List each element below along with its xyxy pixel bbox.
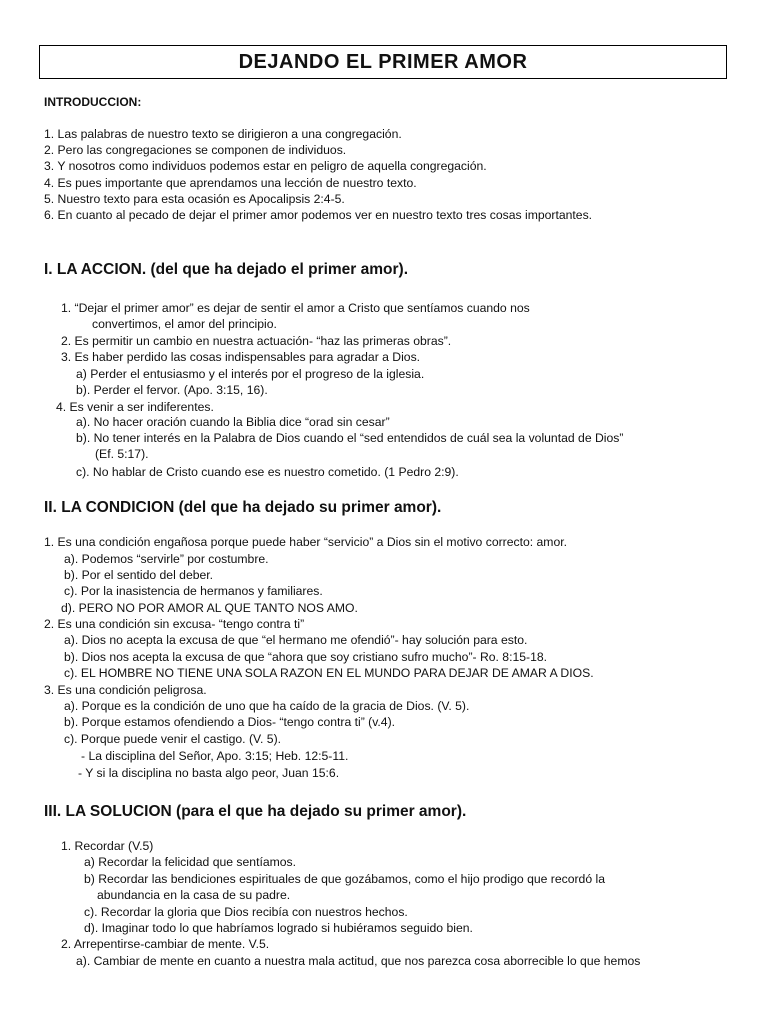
intro-item: 3. Y nosotros como individuos podemos estar en peligro de aquella congregación.: [44, 159, 487, 173]
section-line: 4. Es venir a ser indiferentes.: [56, 400, 214, 414]
intro-item: 6. En cuanto al pecado de dejar el primer amor podemos ver en nuestro texto tres cosas importantes.: [44, 208, 593, 222]
section-line: d). PERO NO POR AMOR AL QUE TANTO NOS AMO.: [61, 601, 358, 615]
intro-label: INTRODUCCION:: [44, 95, 142, 109]
section-line: - Y si la disciplina no basta algo peor, Juan 15:6.: [78, 766, 340, 780]
section-line: b). Por el sentido del deber.: [64, 568, 214, 582]
intro-item: 2. Pero las congregaciones se componen de individuos.: [44, 143, 347, 157]
section-line: convertimos, el amor del principio.: [92, 317, 277, 331]
section-line: a). No hacer oración cuando la Biblia dice “orad sin cesar”: [76, 415, 390, 429]
section-line: 2. Es una condición sin excusa- “tengo contra ti”: [44, 617, 305, 631]
section-line: a). Cambiar de mente en cuanto a nuestra mala actitud, que nos parezca cosa aborrecible lo que hemos: [76, 954, 641, 968]
section-heading-accion: I. LA ACCION. (del que ha dejado el primer amor).: [44, 261, 409, 278]
section-line: b). No tener interés en la Palabra de Dios cuando el “sed entendidos de cuál sea la voluntad de Dios”: [76, 431, 624, 445]
section-line: - La disciplina del Señor, Apo. 3:15; Heb. 12:5-11.: [81, 749, 349, 763]
section-line: b). Dios nos acepta la excusa de que “ahora que soy cristiano sufro mucho”- Ro. 8:15-18.: [64, 650, 548, 664]
section-line: 1. Recordar (V.5): [61, 839, 154, 853]
section-line: 3. Es haber perdido las cosas indispensables para agradar a Dios.: [61, 350, 421, 364]
section-line: b). Perder el fervor. (Apo. 3:15, 16).: [76, 383, 268, 397]
section-line: a) Perder el entusiasmo y el interés por el progreso de la iglesia.: [76, 367, 425, 381]
section-line: (Ef. 5:17).: [95, 447, 149, 461]
section-line: a). Porque es la condición de uno que ha caído de la gracia de Dios. (V. 5).: [64, 699, 470, 713]
section-line: 1. Es una condición engañosa porque puede haber “servicio” a Dios sin el motivo correcto: amor.: [44, 535, 567, 549]
section-line: abundancia en la casa de su padre.: [97, 888, 291, 902]
section-line: 1. “Dejar el primer amor” es dejar de sentir el amor a Cristo que sentíamos cuando nos: [61, 301, 530, 315]
section-line: 2. Es permitir un cambio en nuestra actuación- “haz las primeras obras”.: [61, 334, 452, 348]
section-line: c). Por la inasistencia de hermanos y familiares.: [64, 584, 323, 598]
section-line: c). Porque puede venir el castigo. (V. 5).: [64, 732, 282, 746]
section-line: 2. Arrepentirse-cambiar de mente. V.5.: [61, 937, 270, 951]
section-line: 3. Es una condición peligrosa.: [44, 683, 207, 697]
section-line: c). EL HOMBRE NO TIENE UNA SOLA RAZON EN EL MUNDO PARA DEJAR DE AMAR A DIOS.: [64, 666, 594, 680]
section-line: a) Recordar la felicidad que sentíamos.: [84, 855, 297, 869]
section-line: b). Porque estamos ofendiendo a Dios- “tengo contra ti” (v.4).: [64, 715, 396, 729]
section-heading-solucion: III. LA SOLUCION (para el que ha dejado su primer amor).: [44, 803, 467, 820]
section-line: a). Podemos “servirle” por costumbre.: [64, 552, 269, 566]
section-line: c). No hablar de Cristo cuando ese es nuestro cometido. (1 Pedro 2:9).: [76, 465, 459, 479]
section-line: c). Recordar la gloria que Dios recibía con nuestros hechos.: [84, 905, 408, 919]
section-line: a). Dios no acepta la excusa de que “el hermano me ofendió”- hay solución para esto.: [64, 633, 528, 647]
intro-item: 4. Es pues importante que aprendamos una lección de nuestro texto.: [44, 176, 417, 190]
document-title: DEJANDO EL PRIMER AMOR: [39, 45, 727, 79]
section-heading-condicion: II. LA CONDICION (del que ha dejado su primer amor).: [44, 499, 442, 516]
intro-item: 5. Nuestro texto para esta ocasión es Apocalipsis 2:4-5.: [44, 192, 345, 206]
section-line: d). Imaginar todo lo que habríamos logrado si hubiéramos seguido bien.: [84, 921, 473, 935]
intro-item: 1. Las palabras de nuestro texto se dirigieron a una congregación.: [44, 127, 402, 141]
section-line: b) Recordar las bendiciones espirituales de que gozábamos, como el hijo prodigo que recordó la: [84, 872, 605, 886]
